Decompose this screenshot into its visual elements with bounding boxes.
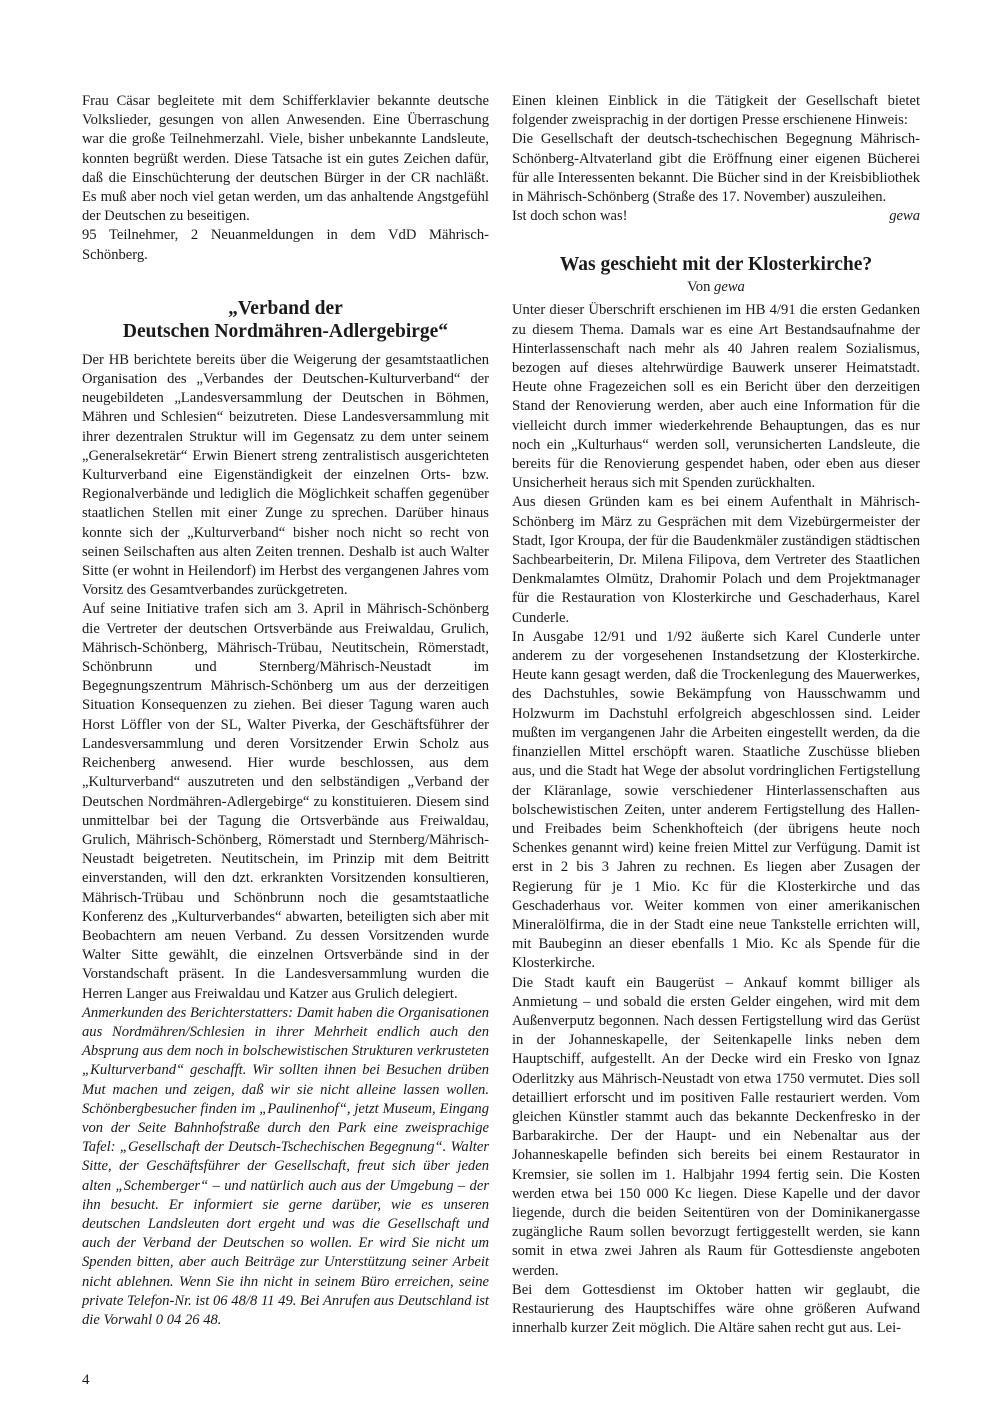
intro-paragraph: Frau Cäsar begleitete mit dem Schifferklavier bekannte deutsche Volkslieder, gesungen von allen Anwesenden. Eine Überraschung war die große Teilnehmerzahl. Viele, bisher unbekannte Landsleute, konnten begrüßt werden. Diese Tatsache ist ein gutes Zeichen dafür, daß die Einschüchterung der deutschen Bürger in der CR nachläßt. Es muß aber noch viel getan werden, um das anhaltende Angstgefühl der Deutschen zu beseitigen.: [82, 93, 489, 225]
notice-signature: gewa: [889, 208, 920, 225]
reporter-note: Anmerkunden des Berichterstatters: Damit haben die Organisationen aus Nordmähren/Schlesien in ihrer Mehrheit endlich auch den Absprung aus dem noch in bolschewistischen Strukturen verkrusteten „Kulturverband“ geschafft. Wir sollten ihnen bei Besuchen drüben Mut machen und zeigen, daß wir sie nicht alleine lassen wollen. Schönbergbesucher finden im „Paulinenhof“, jetzt Museum, Eingang von der Seite Bahnhofstraße durch den Park eine zweisprachige Tafel: „Gesellschaft der Deutsch-Tschechischen Begegnung“. Walter Sitte, der Geschäftsführer der Gesellschaft, freut sich über jeden alten „Schemberger“ – und natürlich auch aus der Umgebung – der ihn besucht. Er informiert sie gerne darüber, wie es unseren deutschen Landsleuten dort ergeht und was die Gesellschaft und auch der Verband der Deutschen so wollen. Er wird Sie nicht um Spenden bitten, aber auch Beiträge zur Unterstützung seiner Arbeit nicht ablehnen. Wenn Sie ihn nicht in seinem Büro erreichen, seine private Telefon-Nr. ist 06 48/8 11 49. Bei Anrufen aus Deutschland ist die Vorwahl 0 04 26 48.: [82, 1004, 489, 1328]
notice-closing: Ist doch schon was!: [512, 208, 628, 225]
notice-closing-line: [512, 207, 920, 226]
klosterkirche-paragraph-3: In Ausgabe 12/91 und 1/92 äußerte sich Karel Cunderle unter anderem zu der vorgesehenen Instandsetzung der Klosterkirche. Heute kann gesagt werden, daß die Trockenlegung des Mauerwerkes, des Dachstuhles, sowie Bekämpfung von Hausschwamm und Holzwurm im Dachstuhl erfolgreich abgeschlossen sind. Leider mußten im vergangenen Jahr die Arbeiten eingestellt werden, da die finanziellen Mittel erschöpft waren. Staatliche Zuschüsse blieben aus, und die Stadt hat Wege der absolut vordringlichen Fertigstellung der Kläranlage, sowie verschiedener Hinterlassenschaften aus bolschewistischen Zeiten, unter anderem Fertigstellung des Hallen- und Freibades beim Schenkhofteich (der übrigens heute noch Schenkes genannt wird) keine freien Mittel zur Verfügung. Damit ist erst in 2 bis 3 Jahren zu rechnen. Es liegen aber Zusagen der Regierung für je 1 Mio. Kc für die Klosterkirche und das Geschaderhaus vor. Weiter kommen von einer amerikanischen Mineralölfirma, die in der Stadt eine neue Tankstelle errichten will, mit Baubeginn an dieser ebenfalls 1 Mio. Kc als Spende für die Klosterkirche.: [512, 628, 920, 972]
notice-body: Die Gesellschaft der deutsch-tschechischen Begegnung Mährisch-Schönberg-Altvaterland gibt die Eröffnung einer eigenen Bücherei für alle Interessenten bekannt. Die Bücher sind in der Kreisbibliothek in Mährisch-Schönberg (Straße des 17. November) auszuleihen.: [512, 131, 920, 206]
klosterkirche-paragraph-4: Die Stadt kauft ein Baugerüst – Ankauf kommt billiger als Anmietung – und sobald die ersten Gelder eingehen, wird mit dem Außenverputz begonnen. Nach dessen Fertigstellung wird das Gerüst in der Johanneskapelle, der Seitenkapelle links neben dem Hauptschiff, aufgestellt. An der Decke wird ein Fresko von Ignaz Oderlitzky aus Mährisch-Neustadt von etwa 1750 vermutet. Dies soll detailliert erforscht und im positiven Falle restauriert werden. Vom gleichen Künstler stammt auch das bekannte Deckenfresko in der Barbarakirche. Der der Haupt- und ein Nebenaltar aus der Johanneskapelle befinden sich bereits bei einem Restaurator in Kremsier, sie sollen im 1. Halbjahr 1994 fertig sein. Die Kosten werden etwa bei 150 000 Kc liegen. Diese Kapelle und der davor liegende, durch die beiden Seitentüren von der Dominikanergasse zugängliche Raum sollen bevorzugt fertiggestellt werden, sie kann somit in etwa zwei Jahren als Raum für Gottesdienste angeboten werden.: [512, 974, 920, 1279]
right-column: [512, 92, 920, 1338]
left-column: [82, 92, 489, 1330]
byline-author: gewa: [714, 279, 745, 296]
byline: [512, 278, 920, 297]
klosterkirche-paragraph-2: Aus diesen Gründen kam es bei einem Aufenthalt in Mährisch-Schönberg im März zu Gesprächen mit dem Vizebürgermeister der Stadt, Igor Kroupa, der für die Baudenkmäler zuständigen städtischen Sachbearbeiterin, Dr. Milena Filipova, dem Vertreter des Staatlichen Denkmalamtes Olmütz, Drahomir Polach und dem Projektmanager für die Restauration von Klosterkirche und Geschaderhaus, Karel Cunderle.: [512, 494, 920, 626]
verband-title-line1: „Verband der: [228, 297, 343, 319]
verband-paragraph-2: Auf seine Initiative trafen sich am 3. April in Mährisch-Schönberg die Vertreter der deutschen Ortsverbände aus Freiwaldau, Grulich, Mährisch-Schönberg, Mährisch-Trübau, Neutitschein, Römerstadt, Schönbrunn und Sternberg/Mährisch-Neustadt im Begegnungszentrum Mährisch-Schönberg um aus der derzeitigen Situation Konsequenzen zu ziehen. Bei dieser Tagung waren auch Horst Löffler von der SL, Walter Piverka, der Geschäftsführer der Landesversammlung und deren Vorsitzender Erwin Scholz aus Reichenberg anwesend. Hier wurde beschlossen, aus dem „Kulturverband“ auszutreten und den selbständigen „Verband der Deutschen Nordmähren-Adlergebirge“ zu konstituieren. Diesem sind unmittelbar bei der Tagung die Ortsverbände aus Freiwaldau, Grulich, Mährisch-Schönberg, Römerstadt und Sternberg/Mährisch-Neustadt beigetreten. Neutitschein, im Prinzip mit dem Beitritt einverstanden, will den dzt. erkrankten Vorsitzenden konsultieren, Mährisch-Trübau und Schönbrunn noch die gesamtstaatliche Konferenz des „Kulturverbandes“ abwarten, beteiligten sich aber mit Beobachtern am neuen Verband. Zu dessen Vorsitzenden wurde Walter Sitte gewählt, die einzelnen Ortsverbände sind in der Vorstandschaft präsent. In die Landesversammlung wurden die Herren Langer aus Freiwaldau und Katzer aus Grulich delegiert.: [82, 601, 489, 1002]
notice-intro: Einen kleinen Einblick in die Tätigkeit der Gesellschaft bietet folgender zweisprachig in der dortigen Presse erschienene Hinweis:: [512, 93, 920, 129]
verband-paragraph-1: Der HB berichtete bereits über die Weigerung der gesamtstaatlichen Organisation des „Verbandes der Deutschen-Kulturverband“ der neugebildeten „Landesversammlung der Deutschen in Böhmen, Mähren und Schlesien“ beizutreten. Diese Landesversammlung mit ihrer dezentralen Struktur will im Gegensatz zu dem unter seinem „Generalsekretär“ Erwin Bienert streng zentralistisch ausgerichteten Kulturverband eine Eigenständigkeit der einzelnen Orts- bzw. Regionalverbände und lediglich die Möglichkeit schaffen gegenüber staatlichen Stellen mit einer Zunge zu sprechen. Darüber hinaus konnte sich der „Kulturverband“ bisher noch nicht so recht von seinen Seilschaften aus alten Zeiten trennen. Deshalb ist auch Walter Sitte (er wohnt in Heilendorf) im Herbst des vergangenen Jahres vom Vorsitz des Gesamtverbandes zurückgetreten.: [82, 351, 489, 599]
page-number: 4: [82, 1372, 90, 1388]
attendance-paragraph: 95 Teilnehmer, 2 Neuanmeldungen in dem VdD Mährisch-Schönberg.: [82, 227, 489, 263]
byline-prefix: Von: [687, 279, 711, 296]
verband-article-title: [82, 297, 489, 343]
klosterkirche-article-title: Was geschieht mit der Klosterkirche?: [559, 254, 873, 276]
klosterkirche-paragraph-1: Unter dieser Überschrift erschienen im HB 4/91 die ersten Gedanken zu diesem Thema. Damals war es eine Art Bestandsaufnahme der Hinterlassenschaft nach mehr als 40 Jahren realem Sozialismus, bezogen auf dieses altehrwürdige Bauwerk unserer Heimatstadt. Heute ohne Fragezeichen soll es ein Bericht über den derzeitigen Stand der Renovierung werden, aber auch eine Information für die vielleicht durch immer wiederkehrende Behauptungen, das es nur noch ein „Kulturhaus“ werden soll, verunsicherten Landsleute, die bereits für die Renovierung gespendet haben, oder eben aus dieser Unsicherheit heraus sich mit Spenden zurückhalten.: [512, 302, 920, 492]
verband-title-line2: Deutschen Nordmähren-Adlergebirge“: [122, 320, 449, 342]
klosterkirche-paragraph-5: Bei dem Gottesdienst im Oktober hatten wir geglaubt, die Restaurierung des Hauptschiffes wäre ohne größeren Aufwand innerhalb kurzer Zeit möglich. Die Altäre sahen recht gut aus. Lei-: [512, 1281, 920, 1337]
